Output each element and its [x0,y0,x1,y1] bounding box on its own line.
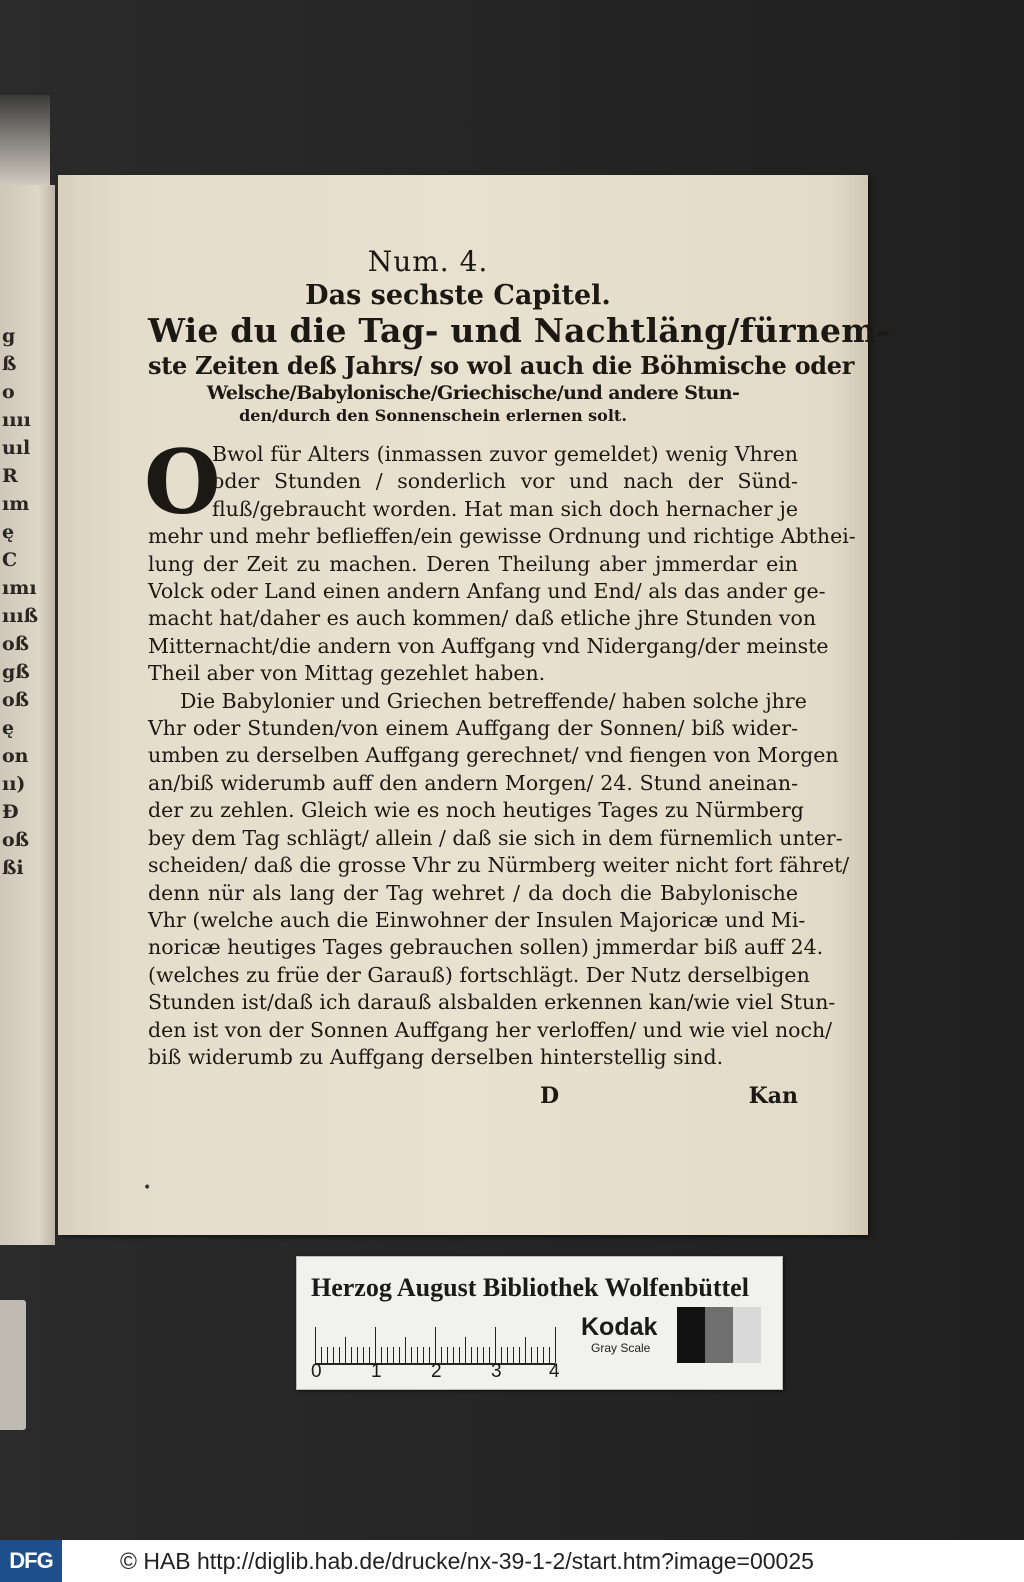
ruler-label: 4 [549,1361,560,1382]
body-line: noricæ heutiges Tages gebrauchen sollen) jmmerdar biß auff 24. [148,935,824,960]
title-line-4: den/durch den Sonnenschein erlernen solt. [239,406,627,425]
ruler-tick [465,1337,466,1363]
ruler-tick [519,1347,520,1363]
page-footer-line [148,1083,798,1117]
body-line: Die Babylonier und Griechen betreffende/ haben solche jhre [180,688,807,713]
facing-page-fragment: on [2,745,29,767]
scale-ruler [315,1323,555,1365]
title-line-3: Welsche/Babylonische/Griechische/und andere Stun- [206,382,740,404]
body-line: Bwol für Alters (inmassen zuvor gemeldet) wenig Vhren [212,442,798,466]
ruler-tick [345,1337,346,1363]
second-paragraph [148,688,850,1072]
facing-page-fragment: oß [2,633,30,655]
ruler-tick [333,1347,334,1363]
ruler-tick [387,1347,388,1363]
body-line: umben zu derselben Auffgang gerechnet/ vnd fiengen von Morgen [148,743,839,768]
ruler-tick [555,1327,556,1363]
left-leaf-shadow [0,95,50,190]
body-line: (welches zu früe der Garauß) fortschlägt. Der Nutz derselbigen [148,962,810,987]
body-line: scheiden/ daß die grosse Vhr zu Nürmberg weiter nicht fort fähret/ [148,853,850,878]
ruler-tick [531,1347,532,1363]
body-line: Vhr oder Stunden/von einem Auffgang der Sonnen/ biß wider- [148,716,798,741]
ruler-tick [483,1347,484,1363]
ruler-tick [525,1337,526,1363]
ruler-tick [339,1347,340,1363]
gray-swatch-mid [705,1307,733,1363]
dfg-logo: DFG [0,1540,62,1582]
ruler-tick [543,1347,544,1363]
library-name: Herzog August Bibliothek Wolfenbüttel [311,1273,749,1302]
ruler-label: 3 [491,1361,502,1382]
facing-page-fragment: o [2,381,15,403]
chapter-heading: Das sechste Capitel. [305,280,611,311]
ruler-tick [375,1327,376,1363]
facing-page-fragment: ıııı [2,409,31,431]
ruler-label: 1 [371,1361,382,1382]
body-line: macht hat/daher es auch kommen/ daß etliche jhre Stunden von [148,606,817,631]
facing-page-fragment: oß [2,689,30,711]
ruler-tick [471,1347,472,1363]
facing-page-fragment: ım [2,493,30,515]
ruler-label: 0 [311,1361,322,1382]
ruler-tick [363,1347,364,1363]
first-paragraph [144,430,856,688]
ruler-tick [435,1327,436,1363]
ruler-label: 2 [431,1361,442,1382]
body-line: mehr und mehr beflieffen/ein gewisse Ordnung und richtige Abthei- [148,524,856,549]
title-line-2: ste Zeiten deß Jahrs/ so wol auch die Böhmische oder [148,351,855,380]
ruler-tick [429,1347,430,1363]
paper-speck: • [143,1180,152,1196]
ruler-tick [507,1347,508,1363]
ruler-tick [513,1347,514,1363]
body-line: Stunden ist/daß ich darauß alsbalden erkennen kan/wie viel Stun- [148,990,836,1015]
signature-mark: D [540,1083,560,1110]
facing-page-fragment: oß [2,829,30,851]
facing-page-fragment: uıl [2,437,31,459]
ruler-tick [453,1347,454,1363]
ruler-tick [393,1347,394,1363]
ruler-tick [405,1337,406,1363]
ruler-tick [537,1347,538,1363]
ruler-tick [495,1327,496,1363]
ruler-tick [327,1347,328,1363]
facing-page-fragment: ę [2,521,15,543]
body-line: den ist von der Sonnen Auffgang her verloffen/ und wie viel noch/ [148,1017,833,1042]
body-line: lung der Zeit zu machen. Deren Theilung aber jmmerdar ein [148,551,798,576]
left-tab [0,1300,26,1430]
gray-swatch-black [677,1307,705,1363]
facing-page-fragment: Ɖ [2,801,19,823]
body-text [144,430,856,1117]
page-content [144,245,891,1117]
ruler-tick [447,1347,448,1363]
body-line: Vhr (welche auch die Einwohner der Insulen Majoricæ und Mi- [148,907,806,932]
gray-scale-label: Gray Scale [591,1341,651,1355]
kodak-brand: Kodak [581,1313,658,1341]
facing-page-fragment: ß [2,353,17,375]
ruler-tick [423,1347,424,1363]
ruler-tick [399,1347,400,1363]
copyright-link[interactable]: © HAB http://diglib.hab.de/drucke/nx-39-1-2/start.htm?image=00025 [120,1548,814,1574]
ruler-tick [369,1347,370,1363]
facing-page-fragment: C [2,549,18,571]
facing-page-fragment: ıııß [2,605,39,627]
body-line: oder Stunden / sonderlich vor und nach der Sünd- [212,469,798,494]
body-line: Mitternacht/die andern von Auffgang vnd Nidergang/der meinste [148,633,829,658]
color-reference-card [296,1256,783,1390]
ruler-tick [477,1347,478,1363]
facing-page-fragment: ßi [2,857,24,879]
body-line: Volck oder Land einen andern Anfang und End/ als das ander ge- [148,579,826,604]
ruler-tick [351,1347,352,1363]
facing-page-fragment: ımı [2,577,37,599]
body-line: an/biß widerumb auff den andern Morgen/ 24. Stund aneinan- [148,770,798,795]
body-line: fluß/gebraucht worden. Hat man sich doch hernacher je [212,496,798,521]
body-line: bey dem Tag schlägt/ allein / daß sie sich in dem fürnemlich unter- [148,825,843,850]
book-page [58,175,891,1235]
left-facing-page [0,185,55,1245]
body-line: denn nür als lang der Tag wehret / da doch die Babylonische [148,880,798,905]
ruler-tick [315,1327,316,1363]
facing-page-fragment: gß [2,661,30,683]
ruler-tick [417,1347,418,1363]
facing-page-fragment: g [2,325,16,347]
body-line: Theil aber von Mittag gezehlet haben. [148,661,546,686]
gray-swatch-light [733,1307,761,1363]
ruler-tick [489,1347,490,1363]
body-line: biß widerumb zu Auffgang derselben hinterstellig sind. [148,1044,724,1069]
ruler-tick [459,1347,460,1363]
title-line-1: Wie du die Tag- und Nachtläng/fürnem- [148,311,891,350]
drop-cap: O [144,430,221,534]
ruler-tick [357,1347,358,1363]
catchword: Kan [748,1083,798,1110]
body-line: der zu zehlen. Gleich wie es noch heutiges Tages zu Nürmberg [148,798,804,823]
page-number-heading: Num. 4. [367,245,489,278]
facing-page-fragment: ıı) [2,773,26,795]
facing-page-fragment: R [2,465,18,487]
ruler-tick [411,1347,412,1363]
facing-page-fragment: ę [2,717,15,739]
